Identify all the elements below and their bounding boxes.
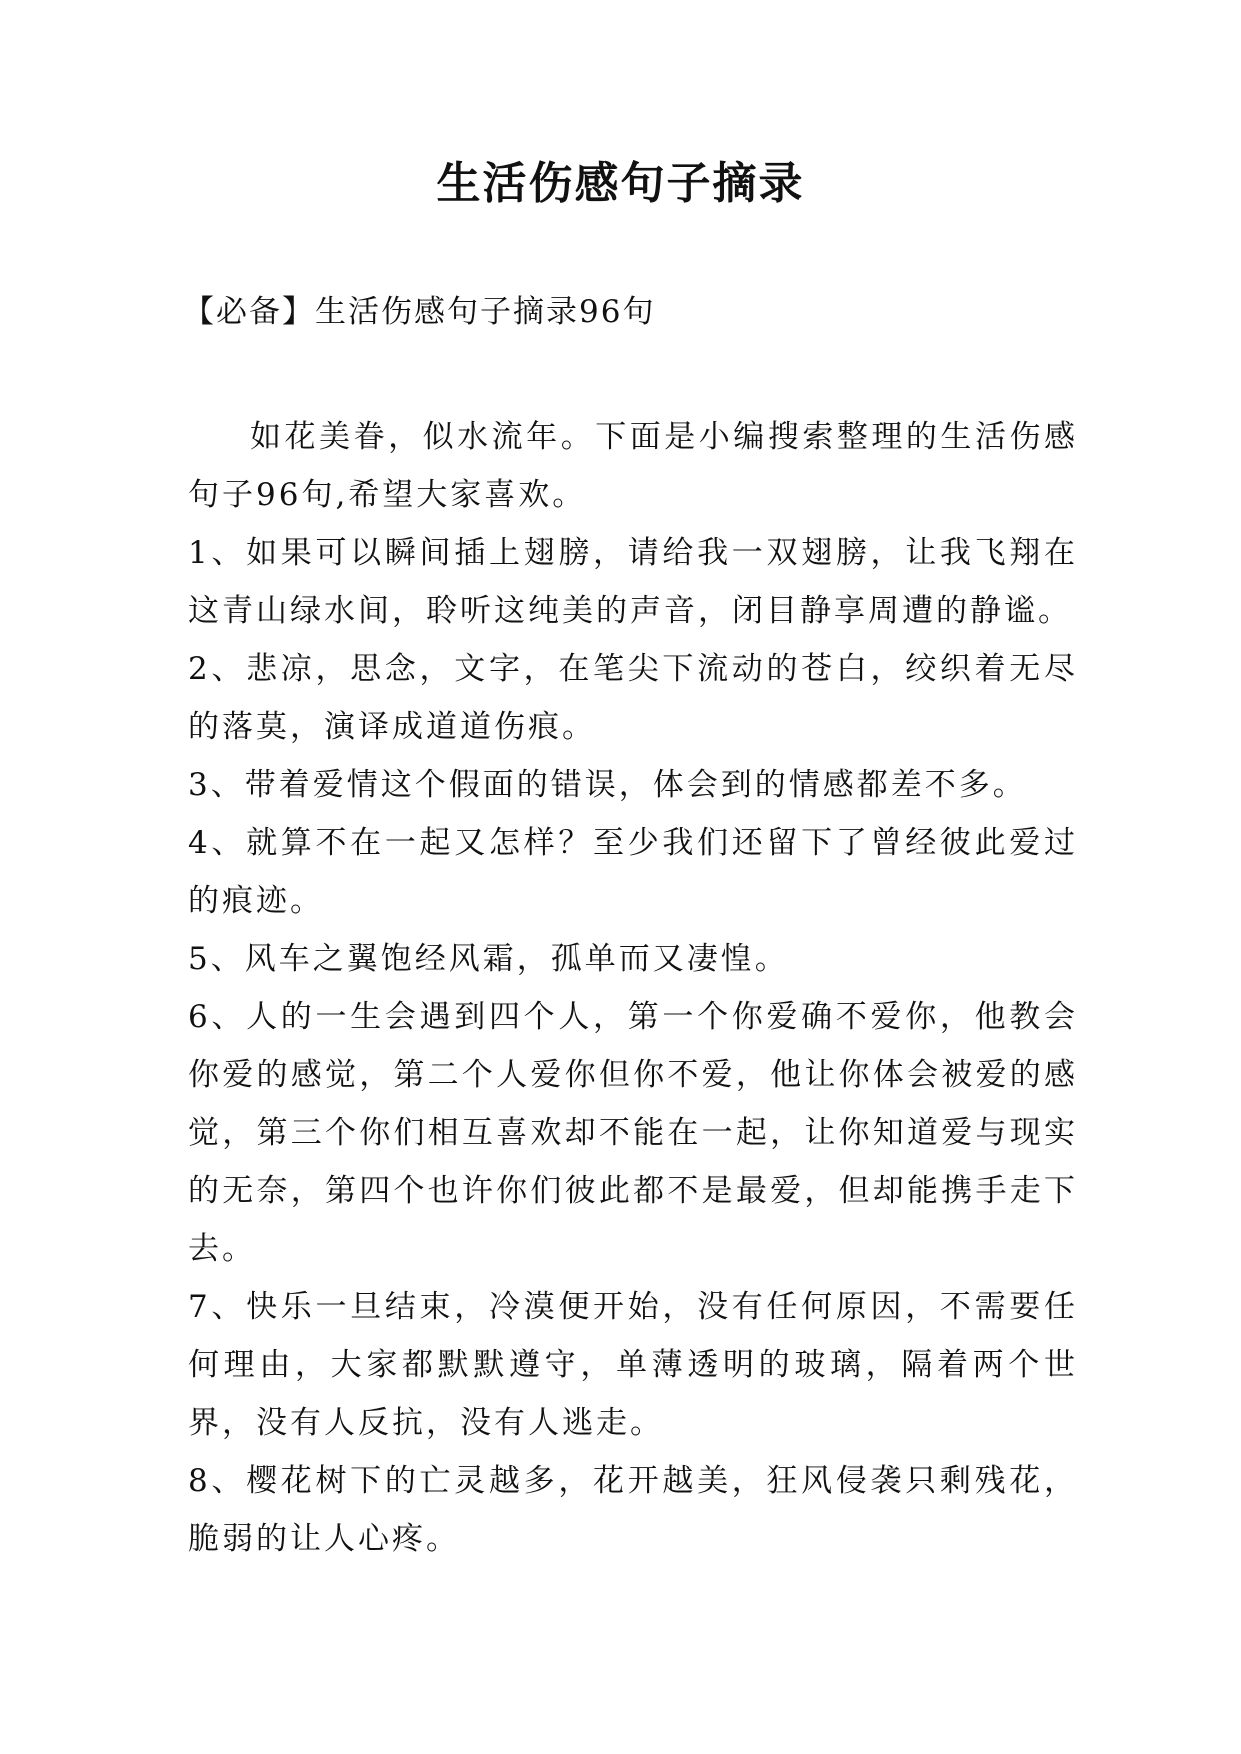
list-item: 1、如果可以瞬间插上翅膀，请给我一双翅膀，让我飞翔在这青山绿水间，聆听这纯美的声音，闭目静享周遭的静谧。 xyxy=(188,535,1078,629)
list-item: 2、悲凉，思念，文字，在笔尖下流动的苍白，绞织着无尽的落莫，演译成道道伤痕。 xyxy=(188,651,1078,745)
list-item: 7、快乐一旦结束，冷漠便开始，没有任何原因，不需要任何理由，大家都默默遵守，单薄透明的玻璃，隔着两个世界，没有人反抗，没有人逃走。 xyxy=(188,1289,1078,1441)
document-body xyxy=(188,408,1078,1568)
list-item: 6、人的一生会遇到四个人，第一个你爱确不爱你，他教会你爱的感觉，第二个人爱你但你不爱，他让你体会被爱的感觉，第三个你们相互喜欢却不能在一起，让你知道爱与现实的无奈，第四个也许你们彼此都不是最爱，但却能携手走下去。 xyxy=(188,999,1078,1267)
list-item: 4、就算不在一起又怎样？至少我们还留下了曾经彼此爱过的痕迹。 xyxy=(188,825,1078,919)
list-item: 3、带着爱情这个假面的错误，体会到的情感都差不多。 xyxy=(188,767,1027,803)
document-title: 生活伤感句子摘录 xyxy=(436,158,805,209)
intro-paragraph: 如花美眷，似水流年。下面是小编搜索整理的生活伤感句子96句,希望大家喜欢。 xyxy=(188,419,1078,513)
list-item: 8、樱花树下的亡灵越多，花开越美，狂风侵袭只剩残花，脆弱的让人心疼。 xyxy=(188,1463,1078,1557)
list-item: 5、风车之翼饱经风霜，孤单而又凄惶。 xyxy=(188,941,789,977)
document-subtitle: 【必备】生活伤感句子摘录96句 xyxy=(183,294,656,330)
